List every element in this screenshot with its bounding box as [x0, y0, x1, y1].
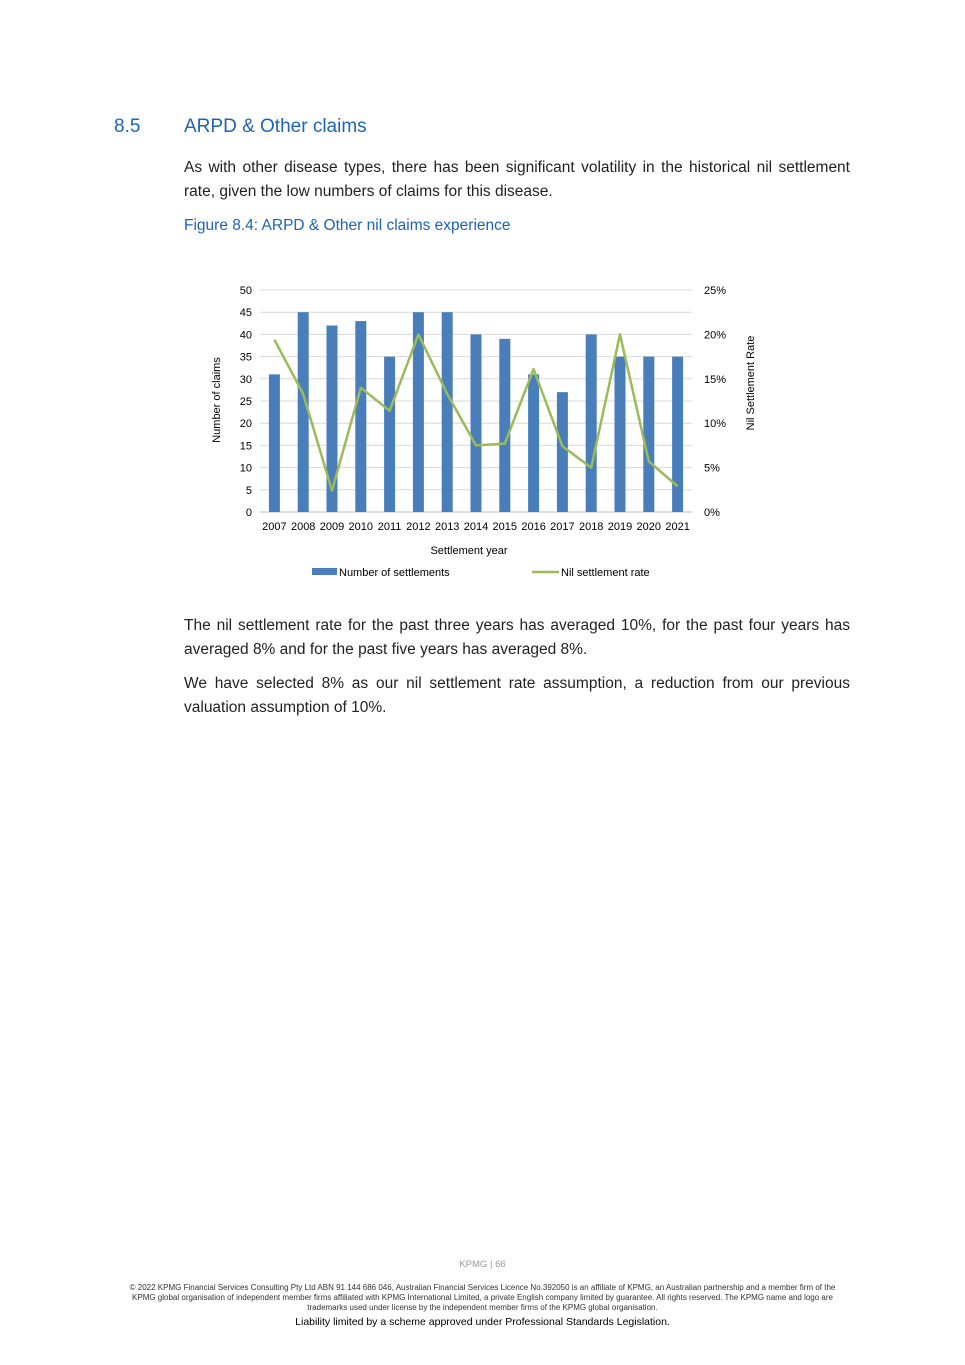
x-tick-label: 2013	[434, 521, 460, 533]
y2-tick-label: 5%	[704, 462, 720, 475]
legend-line-label: Nil settlement rate	[561, 567, 650, 579]
x-tick-label: 2018	[578, 521, 604, 533]
footer-page-number: KPMG | 66	[459, 1259, 506, 1270]
bar-2019	[615, 357, 626, 512]
x-tick-label: 2020	[636, 521, 662, 533]
bar-2009	[327, 326, 338, 512]
x-tick-label: 2017	[550, 521, 575, 533]
y-tick-label: 35	[239, 351, 252, 364]
x-tick-label: 2016	[521, 521, 546, 533]
bar-2021	[672, 357, 683, 512]
chart-y-ticks	[240, 285, 252, 519]
y-tick-label: 25	[239, 396, 252, 408]
x-tick-label: 2010	[348, 521, 374, 533]
figure-caption: Figure 8.4: ARPD & Other nil claims experience	[184, 217, 511, 234]
legend-bar-label: Number of settlements	[339, 567, 450, 579]
y2-tick-label: 15%	[704, 373, 727, 386]
y-tick-label: 20	[239, 418, 252, 431]
selection-paragraph: We have selected 8% as our nil settlement rate assumption, a reduction from our previous valuation assumption of 10%.	[184, 675, 850, 716]
y-tick-label: 30	[239, 373, 252, 386]
y2-tick-label: 25%	[704, 285, 727, 297]
footer-liability: Liability limited by a scheme approved under Professional Standards Legislation.	[295, 1316, 670, 1328]
x-tick-label: 2012	[406, 521, 431, 533]
y-tick-label: 50	[239, 285, 252, 297]
y-tick-label: 45	[239, 307, 252, 320]
bar-2007	[269, 374, 280, 512]
y2-tick-label: 10%	[704, 418, 727, 431]
bar-2010	[355, 321, 366, 512]
bar-2015	[499, 339, 510, 512]
x-axis-label: Settlement year	[430, 545, 508, 557]
y-tick-label: 0	[245, 507, 252, 519]
x-tick-label: 2014	[463, 521, 489, 533]
y-axis-label: Number of claims	[211, 357, 223, 443]
bar-2008	[298, 312, 309, 512]
bar-2011	[384, 357, 395, 512]
x-tick-label: 2008	[290, 521, 316, 533]
y-tick-label: 15	[239, 440, 252, 453]
y-tick-label: 5	[245, 484, 252, 497]
y2-tick-label: 20%	[704, 329, 727, 342]
chart-legend	[312, 567, 650, 579]
x-tick-label: 2019	[607, 521, 633, 533]
x-tick-label: 2021	[665, 521, 690, 533]
bar-2014	[471, 334, 482, 512]
bar-2013	[442, 312, 453, 512]
y-tick-label: 40	[239, 329, 252, 342]
y-tick-label: 10	[239, 462, 252, 475]
nil-claims-chart	[195, 270, 765, 590]
bar-2017	[557, 392, 568, 512]
section-title: ARPD & Other claims	[184, 116, 367, 137]
x-tick-label: 2015	[492, 521, 518, 533]
intro-paragraph: As with other disease types, there has been significant volatility in the historical nil settlement rate, given the low numbers of claims for this disease.	[184, 159, 850, 200]
x-tick-label: 2009	[319, 521, 345, 533]
x-tick-label: 2007	[262, 521, 287, 533]
bar-2016	[528, 374, 539, 512]
bar-2018	[586, 334, 597, 512]
bar-2020	[643, 357, 654, 512]
y2-axis-label: Nil Settlement Rate	[745, 335, 757, 431]
chart-y2-ticks	[704, 285, 726, 519]
footer-copyright: © 2022 KPMG Financial Services Consulting Pty Ltd ABN 91 144 686 046, Australian Financial Services Licence No.392050 is an affiliate of KPMG, an Australian partnership and a member firm of the KPMG global organisation of independent member firms affiliated with KPMG International Limited, a private English company limited by guarantee. All rights reserved. The KPMG name and logo are trademarks used under license by the independent member firms of the KPMG global organisation.	[129, 1283, 836, 1312]
x-tick-label: 2011	[377, 521, 402, 533]
section-number: 8.5	[114, 116, 141, 137]
legend-bar-swatch	[312, 568, 337, 575]
chart-x-ticks	[262, 521, 690, 533]
averages-paragraph: The nil settlement rate for the past three years has averaged 10%, for the past four years has averaged 8% and for the past five years has averaged 8%.	[184, 617, 850, 658]
y2-tick-label: 0%	[704, 507, 720, 519]
